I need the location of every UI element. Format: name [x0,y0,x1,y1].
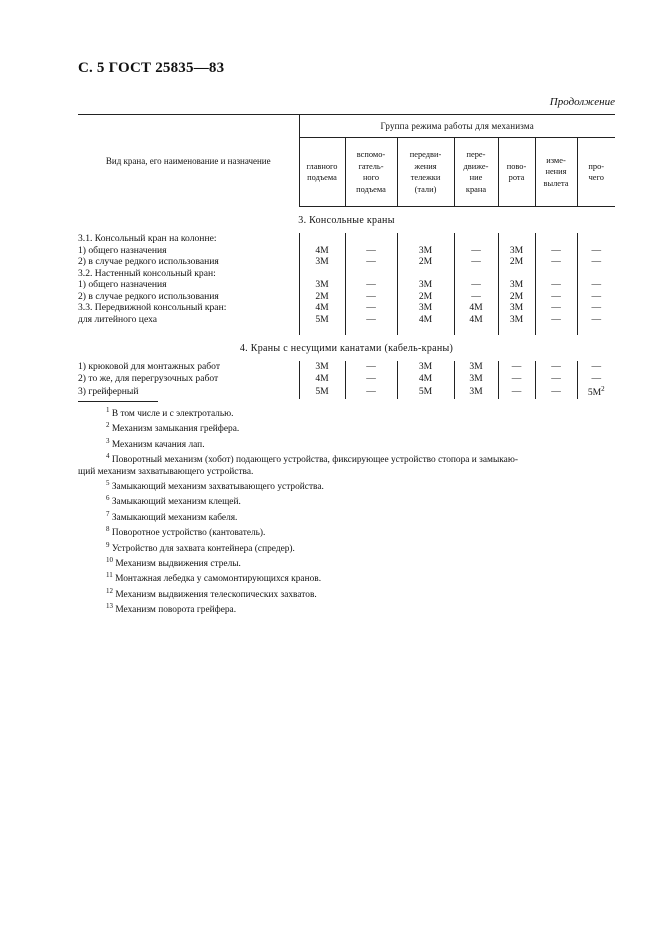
section-row [78,207,615,234]
spacer-cell [454,325,498,335]
mode-value [299,302,345,314]
spacer-cell [299,325,345,335]
mechanism-header-line: (тали) [414,184,437,194]
mode-value-text: — [551,361,561,372]
mode-value-text: 2М [418,256,433,267]
mechanism-header-line: пово- [506,161,527,171]
mode-value [397,373,454,385]
mode-value [498,314,535,326]
mode-value-text: — [366,385,376,397]
crane-name: 1) крюковой для монтажных работ [78,361,221,372]
mode-value-text: — [366,302,376,313]
mode-value [299,233,345,245]
mode-value [299,361,345,373]
mode-value [454,384,498,399]
footnote-text: В том числе и с электроталью. [111,409,234,419]
mode-value [299,256,345,268]
footnote-number: 4 [106,452,110,461]
crane-name: 1) общего назначения [78,279,167,290]
mechanism-header-line: нения [545,167,567,177]
mode-value [535,256,577,268]
mode-value-text: — [366,361,376,372]
footnote [78,493,615,508]
mechanism-header-1 [299,138,345,207]
table-row [78,361,615,373]
footnote-number: 12 [106,586,113,595]
mode-value [299,268,345,280]
mechanism-header-line: подъема [307,173,337,182]
mode-value-text: 5М [418,385,433,397]
mode-value-text: 3М [509,244,524,256]
crane-name: 3.1. Консольный кран на колонне: [78,233,217,244]
mode-value [397,279,454,291]
mode-value-text: — [551,302,561,313]
spacer-cell [78,325,299,335]
footnote [78,601,615,616]
mode-value-text: — [591,244,602,256]
mode-value [345,384,397,399]
footnote-text: Механизм поворота грейфера. [115,605,237,616]
footnote-number: 9 [106,540,110,549]
mode-value-text: 2М [509,290,524,302]
mechanism-header-line: пере- [466,150,486,159]
footnote [78,586,615,601]
footnote-number: 2 [106,421,110,430]
mode-value [577,256,615,268]
mode-value [397,384,454,399]
mechanism-header-line: передви- [409,150,442,159]
table-row [78,256,615,268]
mechanism-header-line: подъема [356,184,386,194]
mode-value-text: 4М [469,313,483,325]
mode-value [345,279,397,291]
crane-name: 2) то же, для перегрузочных работ [78,372,219,384]
footnote [78,509,615,524]
mode-value-text: 5М [315,313,329,325]
footnote-rule [78,401,158,402]
footnote-text: Замыкающий механизм кабеля. [111,512,238,523]
mechanism-header-line: жения [414,161,437,171]
mode-value [345,302,397,314]
mechanism-header-line: ние [469,173,483,182]
mechanism-header-4 [454,138,498,207]
mechanism-header-line: гатель- [358,161,384,171]
spacer-cell [345,325,397,335]
mode-value [535,233,577,245]
mode-value-text: — [366,256,376,267]
mode-value-text: — [591,302,602,313]
mode-value-text: 3М [509,302,524,313]
mode-value [498,245,535,257]
crane-name: 3.3. Передвижной консольный кран: [78,302,227,313]
mode-value [345,361,397,373]
mode-value [535,268,577,280]
crane-name: 2) в случае редкого использования [78,290,219,302]
mode-value [397,233,454,245]
section-title: 3. Консольные краны [298,214,395,226]
footnote-text: Замыкающий механизм захватывающего устройства. [111,482,324,493]
mode-value [454,291,498,303]
mode-value-text: — [366,244,376,256]
mode-value [454,256,498,268]
mode-value-text: 3М [418,279,433,290]
mode-value [397,245,454,257]
mode-value [498,384,535,399]
mode-value [577,314,615,326]
mode-value-text: 4М [315,372,329,384]
table-row [78,373,615,385]
mode-value [535,245,577,257]
footnote-text: Монтажная лебедка у самомонтирующихся кранов. [115,574,322,585]
table-row [78,245,615,257]
mode-value [397,302,454,314]
table-row [78,302,615,314]
mode-value-text: — [551,313,561,325]
table-header-row [78,115,615,138]
mode-value [577,268,615,280]
mode-value-text: — [511,361,522,372]
mechanism-header-line: чего [588,173,604,182]
footnote [78,451,615,466]
mode-value-text: 4М [469,302,483,313]
spacer-cell [535,325,577,335]
mode-value [498,268,535,280]
mode-value [345,233,397,245]
mode-value [345,256,397,268]
mode-value-text: 5М [315,385,329,397]
mechanism-header-6 [535,138,577,207]
spacer-cell [498,325,535,335]
mode-value-text: 4М [315,244,329,256]
mode-value-text: — [366,372,376,384]
footnote-number: 13 [106,602,113,611]
footnote-number: 5 [106,479,110,488]
continuation-label: Продолжение [549,96,615,108]
mode-value [577,373,615,385]
mode-value-text: 3М [315,361,329,372]
mode-value-text: — [366,313,376,325]
mode-value [299,245,345,257]
mode-value [577,245,615,257]
mode-value [498,256,535,268]
mode-value [345,245,397,257]
mode-value-text: — [366,290,376,302]
mechanism-header-2 [345,138,397,207]
mode-value-text: 3М [418,244,433,256]
crane-name: 2) в случае редкого использования [78,256,219,267]
mode-value-text: 3М [509,279,524,290]
mode-value-text: 2М [509,256,524,267]
spacer-row [78,325,615,335]
mode-value [577,361,615,373]
mode-value [299,291,345,303]
group-header: Группа режима работы для механизма [299,115,615,138]
mode-value [577,233,615,245]
mode-value [535,373,577,385]
footnote [78,570,615,585]
mechanism-header-line: движе- [463,161,489,171]
mechanism-header-line: изме- [546,155,566,165]
mechanism-header-line: тележки [410,173,441,182]
mode-value-text: — [471,256,481,267]
mode-value [454,373,498,385]
footnote-text: Замыкающий механизм клещей. [111,497,241,508]
mode-value-text: — [591,313,602,325]
mode-value [577,384,615,399]
footnote [78,555,615,570]
mechanism-header-7 [577,138,615,207]
table-body [78,207,615,399]
mode-value [577,302,615,314]
mode-value-text: — [471,279,481,290]
mode-value-text: 2М [315,290,329,302]
mode-value [498,373,535,385]
mode-value-text: — [591,279,602,290]
mode-value [535,361,577,373]
mode-value-text: — [591,290,602,302]
mode-value-text: 4М [418,313,433,325]
mode-value [397,268,454,280]
table-row [78,268,615,280]
mode-value [397,291,454,303]
footnote [78,436,615,451]
footnote-number: 1 [106,406,110,414]
footnote-text: Механизм качания лап. [111,439,205,450]
mode-value [535,279,577,291]
mechanism-header-line: крана [465,184,487,194]
mechanism-header-line: рота [508,173,525,182]
mode-value [454,233,498,245]
mechanism-header-line: вспомо- [356,150,386,159]
mode-value-text: — [551,372,561,384]
mode-value-text: — [591,256,602,267]
mode-value [535,291,577,303]
footnote [78,420,615,435]
mechanism-header-3 [397,138,454,207]
section-row [78,335,615,361]
mode-value [498,279,535,291]
table-row [78,291,615,303]
mode-value [498,291,535,303]
footnote-number: 6 [106,494,110,503]
mode-value-text: 3М [315,279,329,290]
footnote-number: 8 [106,525,110,534]
spacer-cell [397,325,454,335]
mode-value-text: 3М [469,385,483,397]
mechanism-header-5 [498,138,535,207]
footnote [78,405,615,420]
mode-value-text: 3М [509,313,524,325]
crane-name: 1) общего назначения [78,244,167,256]
footnote-text: Механизм выдвижения телескопических захватов. [115,589,317,600]
footnote-number: 11 [106,571,113,580]
mode-value-text: 3М [315,256,329,267]
crane-name: для литейного цеха [78,313,158,325]
footnote [78,478,615,493]
mechanism-header-line: про- [588,161,605,171]
mode-value-text: 2М [418,290,433,302]
mode-value-text: 3М [469,361,483,372]
footnote-text: Устройство для захвата контейнера (спредер). [111,543,295,554]
mode-value-text: 3М [469,372,483,384]
mode-value-text: — [471,290,481,302]
footnote-text: Поворотный механизм (хобот) подающего устройства, фиксирующее устройство стопора и замыкаю- [111,455,518,466]
footnote-text: Механизм замыкания грейфера. [111,424,240,435]
footnote-text: Механизм выдвижения стрелы. [115,559,241,570]
mode-value [397,361,454,373]
footnote-continuation: щий механизм захватывающего устройства. [78,466,254,477]
mode-value-text: — [591,372,602,384]
mechanism-header-line: главного [306,161,338,171]
mode-value [345,373,397,385]
mode-value-text: — [471,244,481,256]
mode-value [454,314,498,326]
crane-mode-table [78,114,615,399]
crane-column-header: Вид крана, его наименование и назначение [78,115,299,207]
footnote-ref: 2 [601,385,605,393]
mode-value [577,291,615,303]
mode-value-text: — [551,244,561,256]
page-header: С. 5 ГОСТ 25835—83 [78,60,225,76]
mode-value-text: — [511,372,522,384]
mode-value-text: — [551,385,561,397]
mode-value [299,314,345,326]
mode-value-text: 4М [418,372,433,384]
mode-value-text: — [511,385,522,397]
table-row [78,384,615,399]
mode-value [498,302,535,314]
footnote-number: 10 [106,556,113,565]
mode-value-text: 3М [418,302,433,313]
table-row [78,314,615,326]
mode-value [535,302,577,314]
footnote-number: 7 [106,509,110,518]
mode-value [498,361,535,373]
mode-value-text: 5М [587,387,602,398]
mode-value [454,279,498,291]
spacer-cell [577,325,615,335]
mode-value [535,314,577,326]
footnote-text: Поворотное устройство (кантователь). [111,528,266,539]
mode-value [397,256,454,268]
mode-value [345,314,397,326]
table-row [78,279,615,291]
mode-value-text: — [591,361,602,372]
mode-value [454,361,498,373]
mode-value [535,384,577,399]
mode-value [345,291,397,303]
crane-name: 3) грейферный [78,385,139,397]
mode-value-text: — [366,279,376,290]
footnote [78,524,615,539]
footnotes [78,405,615,617]
mode-value [454,268,498,280]
footnote-number: 3 [106,436,110,445]
mode-value [454,245,498,257]
crane-name: 3.2. Настенный консольный кран: [78,267,216,279]
mode-value-text: — [551,290,561,302]
mechanism-header-line: ного [362,173,380,182]
footnote [78,540,615,555]
table-row [78,233,615,245]
mode-value [577,279,615,291]
mechanism-header-line: вылета [543,178,569,188]
mode-value-text: — [551,279,561,290]
mode-value [498,233,535,245]
mode-value [454,302,498,314]
mode-value [345,268,397,280]
mode-value-text: — [551,256,561,267]
mode-value [397,314,454,326]
mode-value [299,384,345,399]
section-title: 4. Краны с несущими канатами (кабель-краны) [239,342,454,354]
mode-value [299,279,345,291]
mode-value-text: 4М [315,302,329,313]
mode-value [299,373,345,385]
mode-value-text: 3М [418,361,433,372]
